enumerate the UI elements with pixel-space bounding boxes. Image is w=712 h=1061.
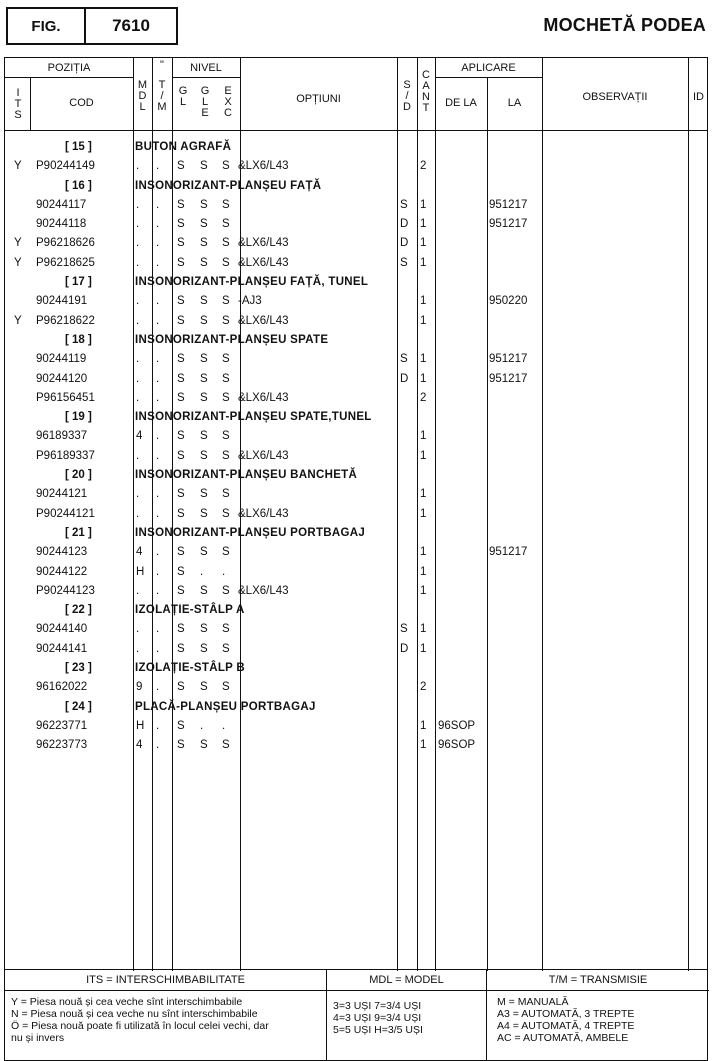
- gl-cell: S: [177, 237, 185, 250]
- exc-cell: S: [222, 218, 230, 231]
- quantity-cell: 1: [420, 353, 427, 366]
- exc-cell: S: [222, 237, 230, 250]
- header-observatii: OBSERVAȚII: [582, 91, 648, 103]
- header-tm: T / M: [157, 79, 167, 113]
- exc-cell: S: [222, 546, 230, 559]
- group-header-row: [5, 408, 707, 427]
- gle-cell: S: [200, 739, 208, 752]
- exc-cell: S: [222, 642, 230, 655]
- mdl-cell: .: [136, 642, 140, 655]
- part-code: P96218626: [36, 237, 95, 250]
- tm-cell: .: [156, 295, 160, 308]
- group-title: INSONORIZANT-PLANȘEU PORTBAGAJ: [135, 526, 366, 539]
- gle-cell: S: [200, 237, 208, 250]
- gl-cell: S: [177, 584, 185, 597]
- exc-cell: S: [222, 391, 230, 404]
- table-row: [5, 485, 707, 504]
- table-row: [5, 736, 707, 755]
- mdl-cell: .: [136, 372, 140, 385]
- group-title: INSONORIZANT-PLANȘEU BANCHETĂ: [135, 469, 358, 482]
- from-cell: 96SOP: [438, 739, 476, 752]
- tm-cell: .: [156, 256, 160, 269]
- header-gl: G L: [178, 85, 188, 108]
- gl-cell: S: [177, 295, 185, 308]
- group-title: IZOLAȚIE-STÂLP B: [135, 662, 246, 675]
- table-row: [5, 370, 707, 389]
- group-title: INSONORIZANT-PLANȘEU SPATE,TUNEL: [135, 411, 372, 424]
- exc-cell: S: [222, 430, 230, 443]
- position-number: [ 16 ]: [65, 179, 92, 192]
- gle-cell: S: [200, 256, 208, 269]
- header-cod: COD: [69, 97, 94, 109]
- legend-tm-title: T/M = TRANSMISIE: [487, 970, 709, 991]
- gle-cell: S: [200, 584, 208, 597]
- header-exc: E X C: [224, 85, 232, 119]
- tm-cell: .: [156, 372, 160, 385]
- tm-cell: .: [156, 584, 160, 597]
- to-cell: 951217: [489, 372, 528, 385]
- header-sd: S / D: [403, 79, 411, 113]
- table-row: [5, 717, 707, 736]
- mdl-cell: 4: [136, 739, 143, 752]
- gl-cell: S: [177, 623, 185, 636]
- mdl-cell: .: [136, 218, 140, 231]
- quantity-cell: 1: [420, 546, 427, 559]
- to-cell: 951217: [489, 198, 528, 211]
- legend-mdl-line: 5=5 UȘI H=3/5 UȘI: [333, 1024, 423, 1036]
- part-code: 90244121: [36, 488, 88, 501]
- part-code: 90244120: [36, 372, 88, 385]
- part-code: P96189337: [36, 449, 95, 462]
- gle-cell: .: [200, 565, 204, 578]
- part-code: 90244123: [36, 546, 88, 559]
- table-row: [5, 640, 707, 659]
- header-mdl: M D L: [137, 79, 148, 113]
- exc-cell: S: [222, 507, 230, 520]
- quantity-cell: 1: [420, 430, 427, 443]
- gl-cell: S: [177, 681, 185, 694]
- options-cell: &LX6/L43: [238, 391, 289, 404]
- tm-cell: .: [156, 160, 160, 173]
- table-body: [5, 138, 707, 756]
- gl-cell: S: [177, 546, 185, 559]
- legend-tm-line: AC = AUTOMATĂ, AMBELE: [497, 1032, 629, 1044]
- tm-cell: .: [156, 546, 160, 559]
- header-dela: DE LA: [445, 97, 477, 109]
- legend-mdl-line: 3=3 UȘI 7=3/4 UȘI: [333, 1000, 422, 1012]
- table-row: [5, 447, 707, 466]
- options-cell: &LX6/L43: [238, 314, 289, 327]
- position-number: [ 22 ]: [65, 604, 92, 617]
- group-header-row: [5, 698, 707, 717]
- exc-cell: S: [222, 372, 230, 385]
- gl-cell: S: [177, 488, 185, 501]
- part-code: 90244119: [36, 353, 87, 366]
- header-optiuni: OPȚIUNI: [296, 93, 341, 105]
- mdl-cell: .: [136, 256, 140, 269]
- group-title: INSONORIZANT-PLANȘEU SPATE: [135, 333, 329, 346]
- exc-cell: S: [222, 256, 230, 269]
- mdl-cell: .: [136, 449, 140, 462]
- group-header-row: [5, 177, 707, 196]
- options-cell: &LX6/L43: [238, 160, 289, 173]
- table-row: [5, 427, 707, 446]
- legend-mdl-line: 4=3 UȘI 9=3/4 UȘI: [333, 1012, 422, 1024]
- gl-cell: S: [177, 430, 185, 443]
- gle-cell: S: [200, 681, 208, 694]
- tm-cell: .: [156, 719, 160, 732]
- quantity-cell: 1: [420, 256, 427, 269]
- legend-mdl: [327, 970, 487, 1060]
- legend-its-line: nu și invers: [11, 1032, 65, 1044]
- quantity-cell: 1: [420, 507, 427, 520]
- mdl-cell: .: [136, 198, 140, 211]
- quantity-cell: 2: [420, 160, 427, 173]
- tm-cell: .: [156, 507, 160, 520]
- mdl-cell: .: [136, 507, 140, 520]
- sd-cell: D: [400, 642, 409, 655]
- sd-cell: S: [400, 198, 408, 211]
- table-row: [5, 234, 707, 253]
- legend-tm-line: A3 = AUTOMATĂ, 3 TREPTE: [497, 1008, 635, 1020]
- part-code: P96218622: [36, 314, 95, 327]
- part-code: P96156451: [36, 391, 95, 404]
- quantity-cell: 1: [420, 449, 427, 462]
- gl-cell: S: [177, 353, 185, 366]
- mdl-cell: .: [136, 295, 140, 308]
- tm-cell: .: [156, 565, 160, 578]
- table-row: [5, 543, 707, 562]
- quantity-cell: 1: [420, 488, 427, 501]
- group-title: INSONORIZANT-PLANȘEU FAȚĂ: [135, 179, 322, 192]
- to-cell: 951217: [489, 546, 528, 559]
- gl-cell: S: [177, 391, 185, 404]
- quantity-cell: 1: [420, 565, 427, 578]
- mdl-cell: .: [136, 237, 140, 250]
- its-cell: Y: [14, 160, 22, 173]
- group-header-row: [5, 601, 707, 620]
- exc-cell: S: [222, 584, 230, 597]
- quantity-cell: 1: [420, 295, 427, 308]
- quantity-cell: 1: [420, 372, 427, 385]
- exc-cell: S: [222, 681, 230, 694]
- gl-cell: S: [177, 719, 185, 732]
- tm-cell: .: [156, 642, 160, 655]
- part-code: 96162022: [36, 681, 88, 694]
- tm-cell: .: [156, 198, 160, 211]
- figure-label: FIG.: [8, 9, 86, 43]
- position-number: [ 23 ]: [65, 662, 92, 675]
- quantity-cell: 1: [420, 739, 427, 752]
- mdl-cell: .: [136, 584, 140, 597]
- quantity-cell: 1: [420, 584, 427, 597]
- quantity-cell: 1: [420, 198, 427, 211]
- group-title: BUTON AGRAFĂ: [135, 141, 232, 153]
- gl-cell: S: [177, 565, 185, 578]
- part-code: P90244121: [36, 507, 95, 520]
- quantity-cell: 1: [420, 237, 427, 250]
- tm-cell: .: [156, 623, 160, 636]
- gl-cell: S: [177, 449, 185, 462]
- mdl-cell: .: [136, 623, 140, 636]
- tm-cell: .: [156, 237, 160, 250]
- legend-mdl-title: MDL = MODEL: [327, 970, 486, 991]
- gl-cell: S: [177, 739, 185, 752]
- gle-cell: S: [200, 314, 208, 327]
- gl-cell: S: [177, 507, 185, 520]
- mdl-cell: 4: [136, 430, 143, 443]
- header-aplicare: APLICARE: [461, 62, 516, 74]
- legend-tm-line: A4 = AUTOMATĂ, 4 TREPTE: [497, 1020, 635, 1032]
- part-code: P90244123: [36, 584, 95, 597]
- tm-cell: .: [156, 391, 160, 404]
- gle-cell: S: [200, 488, 208, 501]
- group-header-row: [5, 331, 707, 350]
- from-cell: 96SOP: [438, 719, 476, 732]
- group-header-row: [5, 138, 707, 157]
- gl-cell: S: [177, 198, 185, 211]
- exc-cell: S: [222, 449, 230, 462]
- position-number: [ 17 ]: [65, 276, 92, 289]
- part-code: 96223771: [36, 719, 88, 732]
- exc-cell: S: [222, 488, 230, 501]
- gle-cell: S: [200, 353, 208, 366]
- to-cell: 951217: [489, 218, 528, 231]
- options-cell: &LX6/L43: [238, 507, 289, 520]
- sd-cell: D: [400, 372, 409, 385]
- group-title: INSONORIZANT-PLANȘEU FAȚĂ, TUNEL: [135, 276, 369, 289]
- gle-cell: S: [200, 295, 208, 308]
- part-code: 90244117: [36, 198, 87, 211]
- header-cant: C A N T: [422, 69, 430, 114]
- header-gle: G L E: [200, 85, 210, 119]
- legend-its-line: Y = Piesa nouă și cea veche sînt interschimbabile: [11, 996, 243, 1008]
- gle-cell: S: [200, 160, 208, 173]
- sd-cell: S: [400, 256, 408, 269]
- mdl-cell: .: [136, 391, 140, 404]
- tm-cell: .: [156, 449, 160, 462]
- legend-its-line: N = Piesa nouă și cea veche nu sînt interschimbabile: [11, 1008, 258, 1020]
- quantity-cell: 2: [420, 391, 427, 404]
- options-cell: &LX6/L43: [238, 256, 289, 269]
- sd-cell: S: [400, 623, 408, 636]
- quantity-cell: 1: [420, 623, 427, 636]
- position-number: [ 20 ]: [65, 469, 92, 482]
- to-cell: 950220: [489, 295, 528, 308]
- gl-cell: S: [177, 218, 185, 231]
- group-header-row: [5, 273, 707, 292]
- mdl-cell: .: [136, 488, 140, 501]
- options-cell: &LX6/L43: [238, 237, 289, 250]
- group-header-row: [5, 466, 707, 485]
- page-title: MOCHETĂ PODEA: [543, 15, 706, 35]
- header-pozitia: POZIȚIA: [47, 62, 91, 74]
- quantity-cell: 2: [420, 681, 427, 694]
- parts-table: [4, 57, 708, 970]
- part-code: 90244140: [36, 623, 88, 636]
- table-row: [5, 582, 707, 601]
- figure-number: 7610: [112, 16, 150, 35]
- table-row: [5, 563, 707, 582]
- mdl-cell: .: [136, 314, 140, 327]
- exc-cell: S: [222, 739, 230, 752]
- table-row: [5, 312, 707, 331]
- gle-cell: S: [200, 449, 208, 462]
- options-cell: &LX6/L43: [238, 584, 289, 597]
- table-row: [5, 678, 707, 697]
- tm-cell: .: [156, 430, 160, 443]
- gle-cell: S: [200, 218, 208, 231]
- gle-cell: S: [200, 546, 208, 559]
- gl-cell: S: [177, 314, 185, 327]
- tm-cell: .: [156, 681, 160, 694]
- table-row: [5, 350, 707, 369]
- quantity-cell: 1: [420, 314, 427, 327]
- tm-cell: .: [156, 488, 160, 501]
- table-row: [5, 292, 707, 311]
- exc-cell: .: [222, 565, 226, 578]
- quantity-cell: 1: [420, 642, 427, 655]
- exc-cell: S: [222, 314, 230, 327]
- mdl-cell: .: [136, 353, 140, 366]
- position-number: [ 15 ]: [65, 141, 92, 153]
- part-code: P90244149: [36, 160, 95, 173]
- tm-cell: .: [156, 739, 160, 752]
- to-cell: 951217: [489, 353, 528, 366]
- table-row: [5, 157, 707, 176]
- figure-box: [6, 7, 178, 45]
- table-row: [5, 620, 707, 639]
- exc-cell: S: [222, 623, 230, 636]
- position-number: [ 24 ]: [65, 700, 92, 713]
- tm-cell: .: [156, 314, 160, 327]
- gle-cell: S: [200, 430, 208, 443]
- legend-its: [5, 970, 327, 1060]
- tm-cell: .: [156, 218, 160, 231]
- gle-cell: S: [200, 372, 208, 385]
- group-title: IZOLAȚIE-STÂLP A: [135, 604, 245, 617]
- table-row: [5, 254, 707, 273]
- options-cell: -AJ3: [238, 295, 262, 308]
- mdl-cell: 4: [136, 546, 143, 559]
- table-row: [5, 215, 707, 234]
- legend-tm: [487, 970, 709, 1060]
- group-header-row: [5, 659, 707, 678]
- tm-cell: .: [156, 353, 160, 366]
- legend-tm-line: M = MANUALĂ: [497, 996, 569, 1008]
- sd-cell: D: [400, 218, 409, 231]
- mdl-cell: H: [136, 565, 145, 578]
- gle-cell: S: [200, 391, 208, 404]
- gle-cell: .: [200, 719, 204, 732]
- part-code: 90244122: [36, 565, 88, 578]
- mdl-cell: H: [136, 719, 145, 732]
- its-cell: Y: [14, 237, 22, 250]
- part-code: 96189337: [36, 430, 88, 443]
- mdl-cell: .: [136, 160, 140, 173]
- header-nivel: NIVEL: [190, 62, 222, 74]
- gl-cell: S: [177, 256, 185, 269]
- part-code: P96218625: [36, 256, 95, 269]
- quantity-cell: 1: [420, 719, 427, 732]
- its-cell: Y: [14, 314, 22, 327]
- table-row: [5, 505, 707, 524]
- part-code: 90244141: [36, 642, 88, 655]
- header-its: I T S: [14, 87, 22, 121]
- options-cell: &LX6/L43: [238, 449, 289, 462]
- gle-cell: S: [200, 198, 208, 211]
- legend: [4, 970, 708, 1061]
- exc-cell: S: [222, 295, 230, 308]
- part-code: 90244191: [36, 295, 88, 308]
- part-code: 96223773: [36, 739, 88, 752]
- position-number: [ 18 ]: [65, 333, 92, 346]
- group-header-row: [5, 524, 707, 543]
- exc-cell: S: [222, 353, 230, 366]
- legend-its-title: ITS = INTERSCHIMBABILITATE: [5, 970, 326, 991]
- gl-cell: S: [177, 642, 185, 655]
- table-row: [5, 389, 707, 408]
- gl-cell: S: [177, 372, 185, 385]
- mdl-cell: 9: [136, 681, 143, 694]
- quantity-cell: 1: [420, 218, 427, 231]
- gle-cell: S: [200, 642, 208, 655]
- its-cell: Y: [14, 256, 22, 269]
- exc-cell: S: [222, 160, 230, 173]
- exc-cell: S: [222, 198, 230, 211]
- gl-cell: S: [177, 160, 185, 173]
- legend-its-line: Ö = Piesa nouă poate fi utilizată în locul celei vechi, dar: [11, 1020, 269, 1032]
- header-quote: ": [160, 59, 164, 71]
- table-row: [5, 196, 707, 215]
- position-number: [ 21 ]: [65, 526, 92, 539]
- position-number: [ 19 ]: [65, 411, 92, 424]
- gle-cell: S: [200, 623, 208, 636]
- sd-cell: D: [400, 237, 409, 250]
- header-id: ID: [693, 91, 704, 103]
- part-code: 90244118: [36, 218, 87, 231]
- header-la: LA: [507, 97, 522, 109]
- sd-cell: S: [400, 353, 408, 366]
- gle-cell: S: [200, 507, 208, 520]
- exc-cell: .: [222, 719, 226, 732]
- group-title: PLACĂ-PLANȘEU PORTBAGAJ: [135, 700, 316, 713]
